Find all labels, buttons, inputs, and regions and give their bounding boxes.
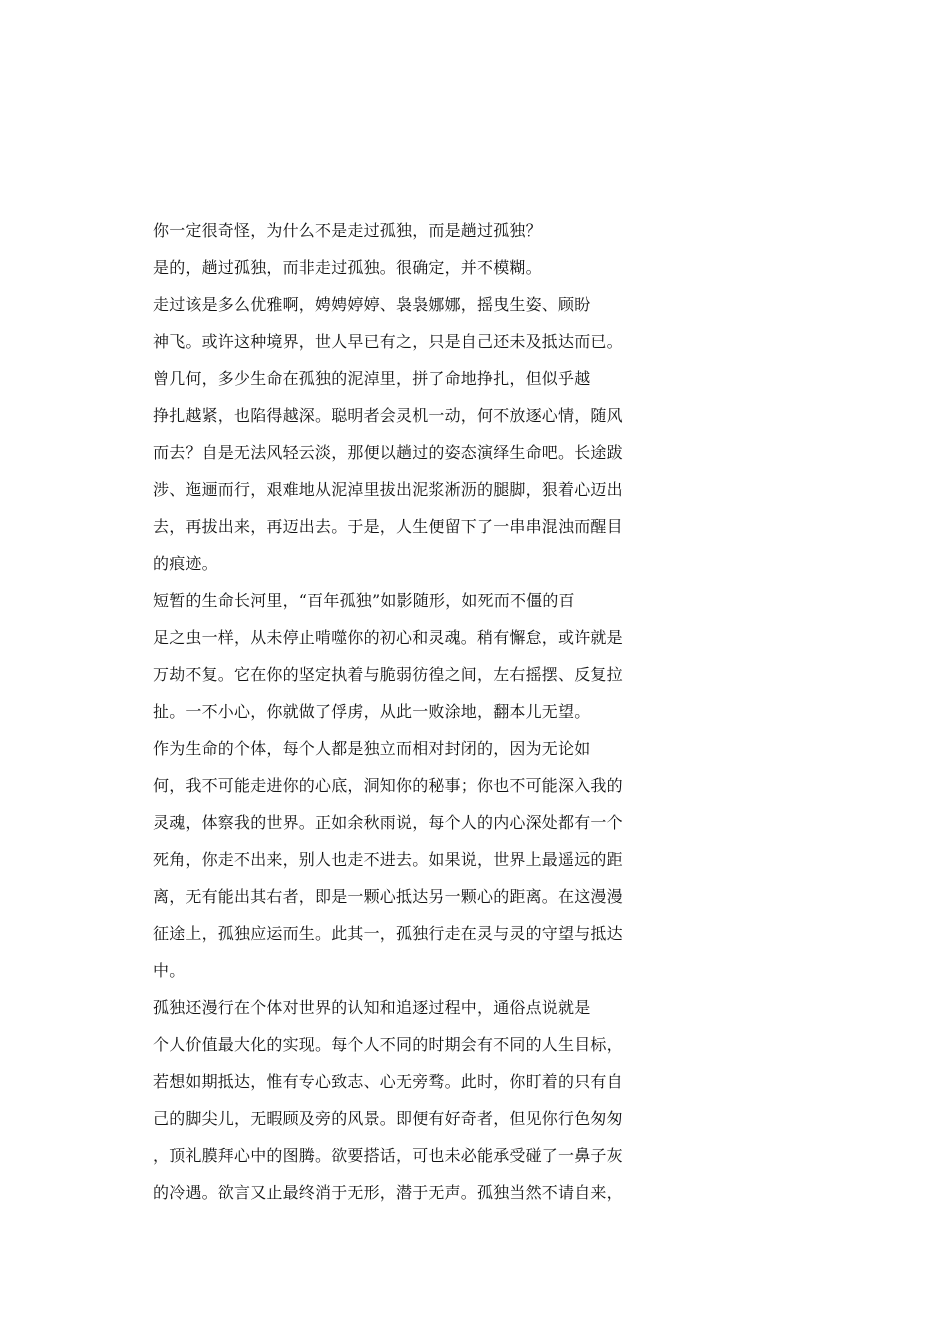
text-line: 死角，你走不出来，别人也走不进去。如果说，世界上最遥远的距 — [153, 850, 623, 869]
text-line: 走过该是多么优雅啊，娉娉婷婷、袅袅娜娜，摇曳生姿、顾盼 — [153, 295, 591, 314]
text-line: 的痕迹。 — [153, 554, 218, 573]
text-line: 你一定很奇怪，为什么不是走过孤独，而是趟过孤独？ — [153, 221, 542, 240]
text-line: ，顶礼膜拜心中的图腾。欲要搭话，可也未必能承受碰了一鼻子灰 — [153, 1146, 623, 1165]
text-line: 是的，趟过孤独，而非走过孤独。很确定，并不模糊。 — [153, 258, 542, 277]
text-line: 孤独还漫行在个体对世界的认知和追逐过程中，通俗点说就是 — [153, 998, 591, 1017]
text-line: 涉、迤逦而行，艰难地从泥淖里拔出泥浆淅沥的腿脚，狠着心迈出 — [153, 480, 623, 499]
text-line: 何，我不可能走进你的心底，洞知你的秘事；你也不可能深入我的 — [153, 776, 623, 795]
text-line: 中。 — [153, 961, 186, 980]
text-line: 挣扎越紧，也陷得越深。聪明者会灵机一动，何不放逐心情，随风 — [153, 406, 623, 425]
text-line: 个人价值最大化的实现。每个人不同的时期会有不同的人生目标， — [153, 1035, 623, 1054]
text-line: 作为生命的个体，每个人都是独立而相对封闭的，因为无论如 — [153, 739, 591, 758]
text-line: 若想如期抵达，惟有专心致志、心无旁骛。此时，你盯着的只有自 — [153, 1072, 623, 1091]
text-line: 的冷遇。欲言又止最终消于无形，潜于无声。孤独当然不请自来， — [153, 1183, 623, 1202]
body-text — [153, 212, 653, 1211]
text-line: 扯。一不小心，你就做了俘虏，从此一败涂地，翻本儿无望。 — [153, 702, 591, 721]
text-line: 而去？自是无法风轻云淡，那便以趟过的姿态演绎生命吧。长途跋 — [153, 443, 623, 462]
text-line: 征途上，孤独应运而生。此其一，孤独行走在灵与灵的守望与抵达 — [153, 924, 623, 943]
text-line: 足之虫一样，从未停止啃噬你的初心和灵魂。稍有懈怠，或许就是 — [153, 628, 623, 647]
text-line: 神飞。或许这种境界，世人早已有之，只是自己还未及抵达而已。 — [153, 332, 623, 351]
text-line: 去，再拔出来，再迈出去。于是，人生便留下了一串串混浊而醒目 — [153, 517, 623, 536]
text-line: 灵魂，体察我的世界。正如余秋雨说，每个人的内心深处都有一个 — [153, 813, 623, 832]
text-line: 万劫不复。它在你的坚定执着与脆弱彷徨之间，左右摇摆、反复拉 — [153, 665, 623, 684]
text-line: 己的脚尖儿，无暇顾及旁的风景。即便有好奇者，但见你行色匆匆 — [153, 1109, 623, 1128]
text-line: 离，无有能出其右者，即是一颗心抵达另一颗心的距离。在这漫漫 — [153, 887, 623, 906]
text-line: 曾几何，多少生命在孤独的泥淖里，拼了命地挣扎，但似乎越 — [153, 369, 591, 388]
text-line: 短暂的生命长河里，“百年孤独”如影随形，如死而不僵的百 — [153, 591, 575, 610]
